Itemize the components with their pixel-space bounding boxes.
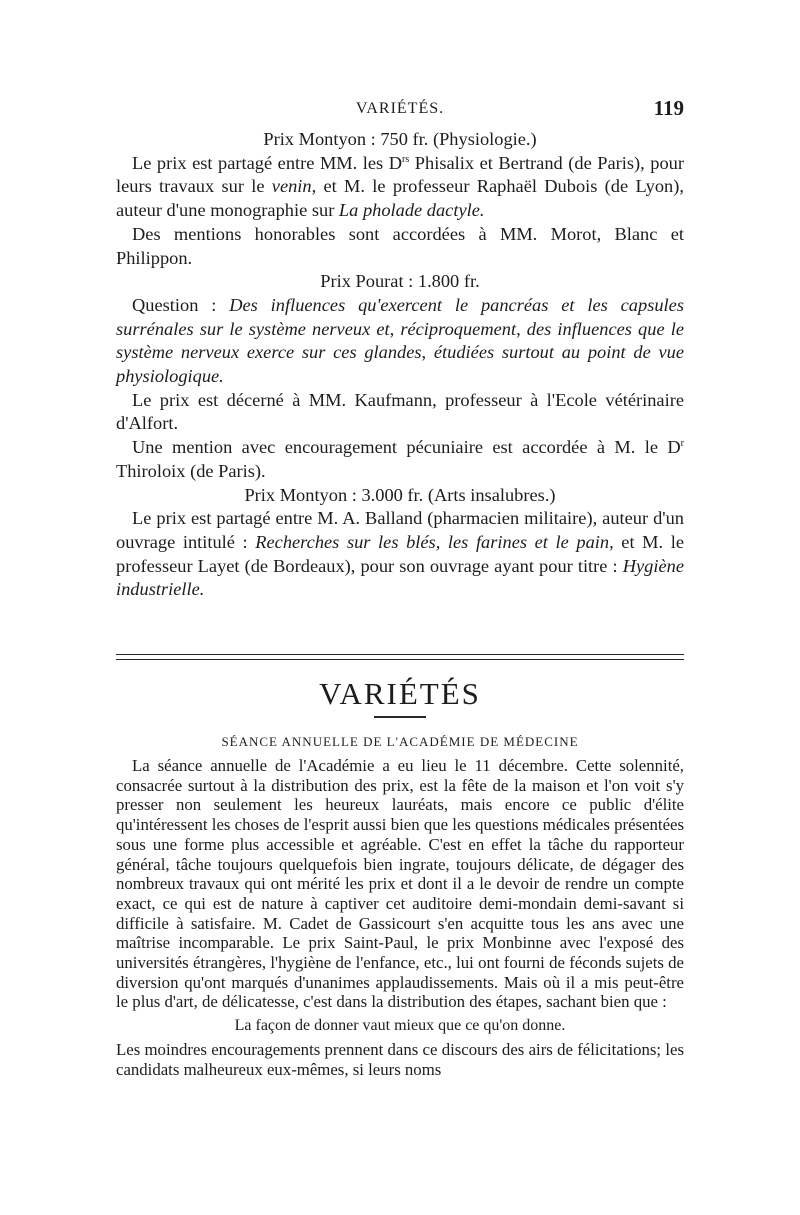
section-divider-bottom	[116, 659, 684, 660]
prize-list-section	[116, 128, 684, 602]
article-body	[116, 756, 684, 1079]
running-title: VARIÉTÉS.	[355, 100, 445, 117]
section-subtitle: SÉANCE ANNUELLE DE L'ACADÉMIE DE MÉDECINE	[221, 734, 579, 749]
title-underline	[374, 716, 426, 718]
paragraph-thiroloix: Une mention avec encouragement pécuniaire est accordée à M. le $D^r$ Thiroloix (de Paris).	[116, 437, 684, 481]
prize-heading-montyon-physiology: Prix Montyon : 750 fr. (Physiologie.)	[263, 129, 537, 149]
paragraph-honorable-mentions: Des mentions honorables sont accordées à MM. Morot, Blanc et Philippon.	[116, 223, 684, 268]
paragraph-kaufmann: Le prix est décerné à MM. Kaufmann, professeur à l'Ecole vétérinaire d'Alfort.	[116, 389, 684, 434]
paragraph-balland: Le prix est partagé entre M. A. Balland (pharmacien militaire), auteur d'un ouvrage intitulé : Recherches sur les blés, les farines et le pain, et M. le professeur Layet (de Bordeaux), pour son ouvrage ayant pour titre : Hygiène industrielle.	[116, 508, 684, 600]
prize-heading-montyon-arts: Prix Montyon : 3.000 fr. (Arts insalubres.)	[244, 484, 556, 505]
quotation: La façon de donner vaut mieux que ce qu'on donne.	[234, 1017, 566, 1035]
page-number: 119	[653, 96, 684, 120]
paragraph-question: Question : Des influences qu'exercent le pancréas et les capsules surrénales sur le système nerveux et, réciproquement, des influences que le système nerveux exerce sur ces glandes, étudiées surtout au point de vue physiologique.	[116, 294, 684, 387]
article-paragraph-1: La séance annuelle de l'Académie a eu lieu le 11 décembre. Cette solennité, consacrée surtout à la distribution des prix, est la fête de la maison et l'on voit s'y presser non seulement les heureux lauréats, mais encore ce public d'élite qu'intéressent les choses de l'esprit aussi bien que les questions médicales présentées sous une forme plus accessible et agréable. C'est en effet la tâche du rapporteur général, tâche toujours quelquefois bien ingrate, toujours délicate, de dégager des nombreux travaux qui ont mérité les prix et dont il a le devoir de rendre un compte exact, ce qui est de nature à captiver cet auditoire demi-mondain demi-savant si difficile à satisfaire. M. Cadet de Gassicourt s'en acquitte tous les ans avec une maîtrise incomparable. Le prix Saint-Paul, le prix Monbinne avec l'exposé des universités étrangères, l'hygiène de l'enfance, etc., lui ont fourni de féconds sujets de diversion qu'ont marqués d'unanimes applaudissements. Mais où il a mis peut-être le plus d'art, de délicatesse, c'est dans la distribution des étapes, sachant bien que :	[116, 756, 684, 1012]
prize-heading-pourat: Prix Pourat : 1.800 fr.	[320, 271, 480, 292]
section-divider-top	[116, 654, 684, 655]
section-title: VARIÉTÉS	[319, 676, 481, 711]
running-header	[116, 96, 684, 124]
paragraph-phisalix: Le prix est partagé entre MM. les $D^{rs}$ Phisalix et Bertrand (de Paris), pour leurs travaux sur le venin, et M. le professeur Raphaël Dubois (de Lyon), auteur d'une monographie sur La pholade dactyle.	[116, 152, 685, 221]
article-paragraph-2: Les moindres encouragements prennent dans ce discours des airs de félicitations; les candidats malheureux eux-mêmes, si leurs noms	[116, 1039, 684, 1079]
